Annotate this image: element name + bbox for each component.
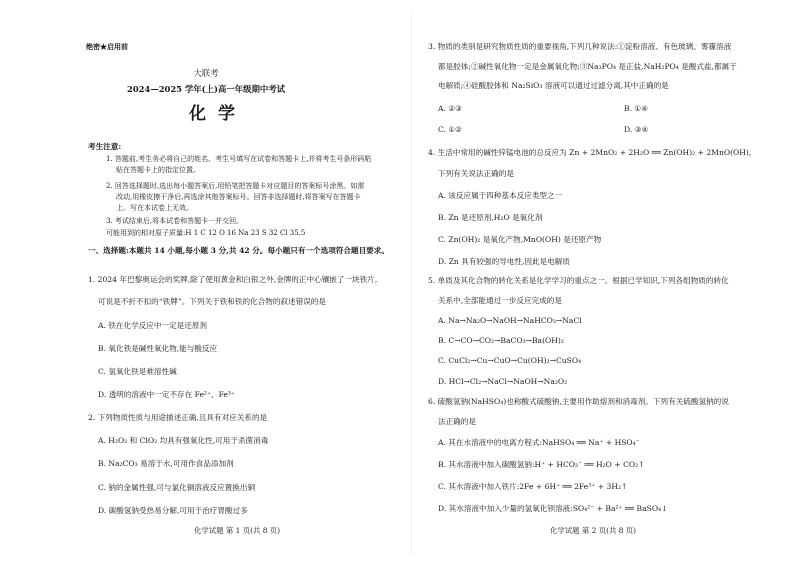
- notice-line: 1. 答题前,考生务必将自己的姓名、考生号填写在试卷和答题卡上,并将考生号条形码粘: [106, 155, 372, 163]
- question-5-option-d: D. HCl→Cl₂→NaCl→NaOH→Na₂O₂: [438, 377, 568, 386]
- question-6-option-a: A. 其在水溶液中的电离方程式:NaHSO₄ ══ Na⁺ + HSO₄⁻: [438, 438, 640, 447]
- notice-title: 考生注意:: [88, 142, 122, 151]
- question-2-stem: 2. 下列物质性质与用途描述正确,且具有对应关系的是: [88, 413, 268, 422]
- page-2: [412, 0, 800, 566]
- notice-line: 改动,用橡皮擦干净后,再选涂其他答案标号。回答非选择题时,将答案写在答题卡: [116, 193, 361, 201]
- question-2-option-a: A. H₂O₂ 和 ClO₂ 均具有强氧化性,可用于杀菌消毒: [98, 436, 269, 445]
- question-1-stem: 1. 2024 年巴黎奥运会的奖牌,除了使用黄金和白银之外,金牌的正中心镶嵌了一块铁片,: [88, 275, 378, 284]
- question-3-stem: 3. 物质的类别是研究物质性质的重要视角,下列几种说法:①淀粉溶液、有色玻璃、雾霾溶液: [428, 42, 732, 51]
- question-5-option-b: B. C→CO→CO₂→BaCO₃→Ba(OH)₂: [438, 336, 564, 345]
- question-4-stem: 下列有关说法正确的是: [438, 169, 514, 178]
- question-2-option-b: B. Na₂CO₃ 易溶于水,可用作食品添加剂: [98, 459, 234, 468]
- question-6-stem: 法正确的是: [438, 417, 476, 426]
- secret-label: 绝密★启用前: [86, 42, 128, 51]
- question-3-option-b: B. ①④: [624, 104, 649, 113]
- question-3-stem: 都是胶体;②碱性氧化物一定是金属氧化物;③Na₃PO₄ 是正盐,NaH₂PO₄ 是酸式盐,都属于: [438, 62, 737, 71]
- question-6-option-b: B. 其水溶液中加入碳酸氢钠:H⁺ + HCO₃⁻ ══ H₂O + CO₂↑: [438, 460, 645, 469]
- question-2-option-c: C. 钠的金属性强,可与氯化铜溶液反应置换出铜: [98, 483, 256, 492]
- question-3-option-c: C. ①②: [438, 125, 462, 134]
- exam-title: 2024—2025 学年(上)高一年级期中考试: [127, 84, 285, 94]
- question-5-option-c: C. CuCl₂→Cu→CuO→Cu(OH)₂→CuSO₄: [438, 356, 582, 365]
- question-1-option-d: D. 透明的溶液中一定不存在 Fe²⁺、Fe³⁺: [98, 390, 235, 399]
- question-3-option-d: D. ③④: [624, 125, 649, 134]
- subject-title: 化学: [189, 104, 247, 124]
- question-5-stem: 关系中,全部能通过一步反应完成的是: [438, 296, 562, 305]
- question-4-option-c: C. Zn(OH)₂ 是氧化产物,MnO(OH) 是还原产物: [438, 235, 602, 244]
- question-1-option-a: A. 铁在化学反应中一定是还原剂: [98, 321, 208, 330]
- question-5-stem: 5. 单质及其化合物的转化关系是化学学习的重点之一。根据已学知识,下列各组物质的转化: [428, 276, 729, 285]
- question-1-stem: 可说是不折不扣的“铁牌”。下列关于铁和铁的化合物的叙述错误的是: [98, 297, 326, 306]
- question-4-option-d: D. Zn 具有较强的导电性,因此是电解质: [438, 257, 570, 266]
- question-6-option-c: C. 其水溶液中加入铁片:2Fe + 6H⁺ ══ 2Fe³⁺ + 3H₂↑: [438, 482, 628, 491]
- question-4-stem: 4. 生活中常用的碱性锌锰电池的总反应为 Zn + 2MnO₂ + 2H₂O ══ Zn(OH)₂ + 2MnO(OH),: [428, 148, 752, 157]
- question-3-stem: 电解质;④硅酸胶体和 Na₂SiO₃ 溶液可以通过过滤分离,其中正确的是: [438, 81, 669, 90]
- section-title: 一、选择题:本题共 14 小题,每小题 3 分,共 42 分。每小题只有一个选项符合题目要求。: [88, 246, 389, 255]
- question-2-option-d: D. 碳酸氢钠受热易分解,可用于治疗胃酸过多: [98, 506, 248, 515]
- question-6-stem: 6. 硫酸氢钠(NaHSO₄)也称酸式硫酸钠,主要用作助熔剂和消毒剂。下列有关硫酸氢钠的说: [428, 397, 729, 406]
- notice-line: 3. 考试结束后,将本试卷和答题卡一并交回。: [106, 217, 244, 225]
- question-4-option-a: A. 该反应属于四种基本反应类型之一: [438, 191, 563, 200]
- question-6-option-d: D. 其水溶液中加入少量的氢氧化钡溶液:SO₄²⁻ + Ba²⁺ ══ BaSO₄↓: [438, 504, 668, 513]
- question-1-option-c: C. 氢氧化铁是难溶性碱: [98, 367, 177, 376]
- atomic-masses: 可能用到的相对原子质量:H 1 C 12 O 16 Na 23 S 32 Cl 35.5: [106, 229, 306, 237]
- question-5-option-a: A. Na→Na₂O→NaOH→NaHCO₃→NaCl: [438, 316, 582, 325]
- notice-line: 上。写在本试卷上无效。: [116, 204, 193, 212]
- question-3-option-a: A. ②③: [438, 104, 462, 113]
- question-1-option-b: B. 氧化铁是碱性氧化物,能与酸反应: [98, 344, 218, 353]
- page-footer: 化学试题 第 2 页(共 8 页): [550, 526, 637, 535]
- page-footer: 化学试题 第 1 页(共 8 页): [194, 526, 281, 535]
- notice-line: 贴在答题卡上的指定位置。: [116, 166, 200, 174]
- question-4-option-b: B. Zn 是还原剂,H₂O 是氧化剂: [438, 213, 543, 222]
- notice-line: 2. 回答选择题时,选出每小题答案后,用铅笔把答题卡对应题目的答案标号涂黑。如需: [106, 182, 365, 190]
- exam-org: 大联考: [193, 68, 219, 78]
